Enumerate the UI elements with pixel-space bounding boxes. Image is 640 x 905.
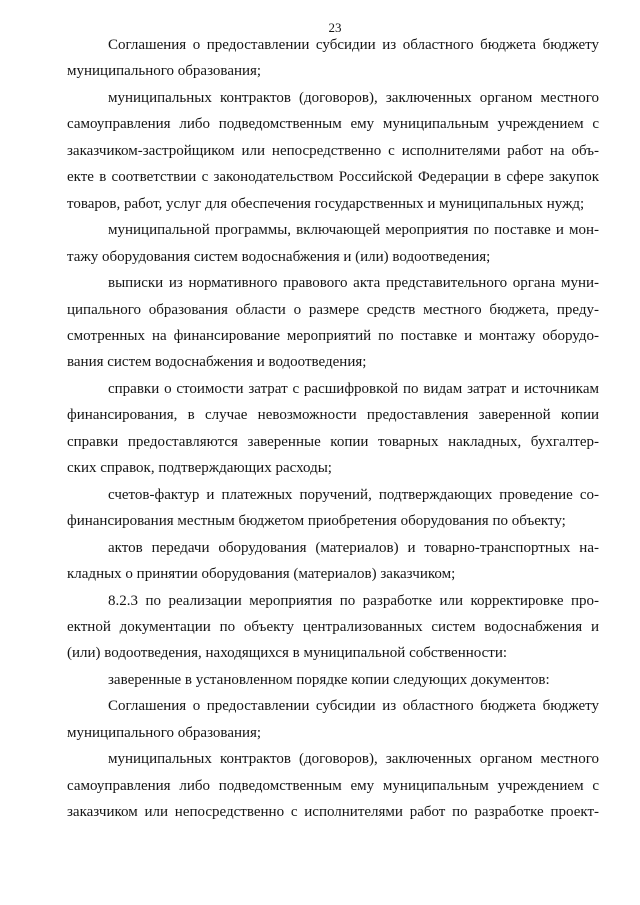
paragraph bbox=[67, 85, 599, 217]
text-line: заказчиком-застройщиком или непосредственно с исполнителями работ на объ- bbox=[67, 142, 599, 159]
text-line: справки предоставляются заверенные копии товарных накладных, бухгалтер- bbox=[67, 433, 599, 450]
paragraph bbox=[67, 482, 599, 535]
text-line: 8.2.3 по реализации мероприятия по разработке или корректировке про- bbox=[108, 592, 599, 609]
document-body bbox=[67, 32, 599, 826]
text-line: ектной документации по объекту централизованных систем водоснабжения и bbox=[67, 618, 599, 635]
text-line: муниципальных контрактов (договоров), заключенных органом местного bbox=[108, 751, 599, 768]
text-line: смотренных на финансирование мероприятий по поставке и монтажу оборудо- bbox=[67, 327, 599, 344]
text-line: муниципальной программы, включающей мероприятия по поставке и мон- bbox=[108, 222, 599, 239]
text-line: ципального образования области о размере средств местного бюджета, преду- bbox=[67, 301, 599, 318]
paragraph bbox=[67, 535, 599, 588]
paragraph bbox=[67, 588, 599, 667]
text-line: самоуправления либо подведомственным ему муниципальным учреждением с bbox=[67, 116, 599, 133]
text-line: Соглашения о предоставлении субсидии из областного бюджета бюджету bbox=[108, 37, 599, 53]
paragraph bbox=[67, 217, 599, 270]
text-line: (или) водоотведения, находящихся в муниципальной собственности: bbox=[67, 645, 508, 662]
paragraph bbox=[67, 270, 599, 376]
paragraph bbox=[67, 693, 599, 746]
page-number: 23 bbox=[328, 20, 342, 35]
paragraph bbox=[67, 667, 599, 693]
text-line: заказчиком или непосредственно с исполнителями работ по разработке проект- bbox=[67, 804, 599, 821]
text-line: екте в соответствии с законодательством Российской Федерации в сфере закупок bbox=[67, 169, 599, 186]
text-line: товаров, работ, услуг для обеспечения государственных и муниципальных нужд; bbox=[67, 195, 585, 212]
text-line: муниципальных контрактов (договоров), заключенных органом местного bbox=[108, 89, 599, 106]
text-line: финансирования местным бюджетом приобретения оборудования по объекту; bbox=[67, 513, 566, 530]
paragraph bbox=[67, 746, 599, 825]
paragraph bbox=[67, 32, 599, 85]
text-line: счетов-фактур и платежных поручений, подтверждающих проведение со- bbox=[108, 486, 599, 503]
paragraph bbox=[67, 376, 599, 482]
text-line: самоуправления либо подведомственным ему муниципальным учреждением с bbox=[67, 777, 599, 794]
text-line: финансирования, в случае невозможности предоставления заверенной копии bbox=[67, 407, 599, 424]
text-line: актов передачи оборудования (материалов) и товарно-транспортных на- bbox=[108, 539, 599, 556]
text-line: муниципального образования; bbox=[67, 724, 262, 741]
text-line: выписки из нормативного правового акта представительного органа муни- bbox=[108, 275, 599, 292]
text-line: заверенные в установленном порядке копии следующих документов: bbox=[108, 671, 550, 688]
text-line: тажу оборудования систем водоснабжения и (или) водоотведения; bbox=[67, 248, 491, 265]
text-line: муниципального образования; bbox=[67, 63, 262, 80]
text-line: справки о стоимости затрат с расшифровкой по видам затрат и источникам bbox=[108, 380, 599, 397]
text-line: вания систем водоснабжения и водоотведения; bbox=[67, 354, 367, 371]
text-line: ских справок, подтверждающих расходы; bbox=[67, 460, 332, 477]
text-line: Соглашения о предоставлении субсидии из областного бюджета бюджету bbox=[108, 698, 599, 715]
text-line: кладных о принятии оборудования (материалов) заказчиком; bbox=[67, 566, 456, 583]
